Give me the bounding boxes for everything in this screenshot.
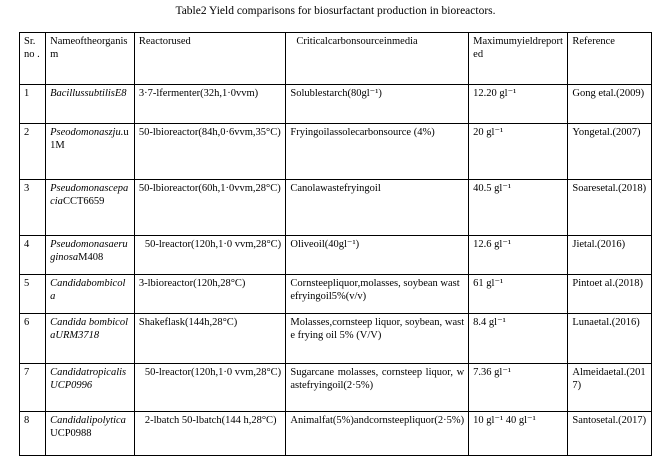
cell-reactor: 3·7-lfermenter(32h,1·0vvm)	[134, 85, 285, 124]
cell-organism	[46, 180, 135, 236]
cell-carbon: Canolawastefryingoil	[286, 180, 469, 236]
cell-sr: 4	[20, 236, 46, 275]
cell-carbon: Sugarcane molasses, cornsteep liquor, wastefryingoil(2·5%)	[286, 364, 469, 412]
cell-carbon: Fryingoilassolecarbonsource (4%)	[286, 124, 469, 180]
header-max-yield: Maximumyieldreported	[469, 33, 568, 85]
cell-reactor: 50-lbioreactor(60h,1·0vvm,28°C)	[134, 180, 285, 236]
cell-sr: 5	[20, 275, 46, 314]
cell-yield: 12.20 gl⁻¹	[469, 85, 568, 124]
cell-yield: 10 gl⁻¹ 40 gl⁻¹	[469, 412, 568, 456]
cell-sr: 1	[20, 85, 46, 124]
table-row	[20, 275, 652, 314]
organism-italic: Candidatropicalis UCP0996	[50, 367, 127, 391]
cell-organism	[46, 236, 135, 275]
cell-organism	[46, 364, 135, 412]
cell-organism	[46, 412, 135, 456]
cell-carbon: Oliveoil(40gl⁻¹)	[286, 236, 469, 275]
organism-italic: Candida bombicolaURM3718	[50, 317, 128, 341]
table-row	[20, 85, 652, 124]
organism-rest: u1M	[50, 127, 129, 151]
organism-rest: M408	[78, 252, 104, 263]
cell-reference: Pintoet al.(2018)	[568, 275, 652, 314]
organism-italic: BacillussubtilisE8	[50, 88, 127, 99]
cell-reference: Santosetal.(2017)	[568, 412, 652, 456]
table-row	[20, 124, 652, 180]
organism-rest: UCP0988	[50, 428, 92, 439]
header-sr-no: Sr. no .	[20, 33, 46, 85]
organism-italic: Candidabombicola	[50, 278, 126, 302]
cell-yield: 7.36 gl⁻¹	[469, 364, 568, 412]
yield-comparison-table	[19, 32, 652, 456]
cell-organism	[46, 85, 135, 124]
header-reactor: Reactorused	[134, 33, 285, 85]
cell-carbon: Molasses,cornsteep liquor, soybean, waste frying oil 5% (V/V)	[286, 314, 469, 364]
cell-reactor: Shakeflask(144h,28°C)	[134, 314, 285, 364]
organism-rest: CCT6659	[62, 196, 105, 207]
cell-reactor: 50-lreactor(120h,1·0 vvm,28°C)	[134, 236, 285, 275]
cell-yield: 8.4 gl⁻¹	[469, 314, 568, 364]
cell-yield: 20 gl⁻¹	[469, 124, 568, 180]
table-row	[20, 314, 652, 364]
cell-carbon: Solublestarch(80gl⁻¹)	[286, 85, 469, 124]
cell-reference: Jietal.(2016)	[568, 236, 652, 275]
table-row	[20, 364, 652, 412]
organism-italic: Candidalipolytica	[50, 415, 126, 426]
header-reference: Reference	[568, 33, 652, 85]
cell-reference: Lunaetal.(2016)	[568, 314, 652, 364]
cell-reactor: 50-lbioreactor(84h,0·6vvm,35°C)	[134, 124, 285, 180]
cell-reference: Almeidaetal.(2017)	[568, 364, 652, 412]
table-header-row	[20, 33, 652, 85]
cell-reactor: 3-lbioreactor(120h,28°C)	[134, 275, 285, 314]
cell-sr: 2	[20, 124, 46, 180]
cell-carbon: Animalfat(5%)andcornsteepliquor(2·5%)	[286, 412, 469, 456]
header-carbon-source: Criticalcarbonsourceinmedia	[286, 33, 469, 85]
cell-sr: 8	[20, 412, 46, 456]
organism-italic: Pseodomonaszju.	[50, 127, 124, 138]
cell-organism	[46, 275, 135, 314]
header-organism: Nameoftheorganism	[46, 33, 135, 85]
cell-reactor: 2-lbatch 50-lbatch(144 h,28°C)	[134, 412, 285, 456]
cell-reference: Soaresetal.(2018)	[568, 180, 652, 236]
cell-yield: 61 gl⁻¹	[469, 275, 568, 314]
table-row	[20, 412, 652, 456]
cell-reference: Yongetal.(2007)	[568, 124, 652, 180]
cell-sr: 7	[20, 364, 46, 412]
cell-organism	[46, 124, 135, 180]
organism-italic: Pseudomonasaeruginosa	[50, 239, 128, 263]
cell-carbon: Cornsteepliquor,molasses, soybean wastefryingoil5%(v/v)	[286, 275, 469, 314]
cell-yield: 12.6 gl⁻¹	[469, 236, 568, 275]
organism-italic: Pseudomonascepacia	[50, 183, 129, 207]
cell-reactor: 50-lreactor(120h,1·0 vvm,28°C)	[134, 364, 285, 412]
table-row	[20, 180, 652, 236]
table-row	[20, 236, 652, 275]
cell-yield: 40.5 gl⁻¹	[469, 180, 568, 236]
table-caption: Table2 Yield comparisons for biosurfactant production in bioreactors.	[175, 5, 496, 17]
cell-sr: 6	[20, 314, 46, 364]
cell-organism	[46, 314, 135, 364]
cell-sr: 3	[20, 180, 46, 236]
cell-reference: Gong etal.(2009)	[568, 85, 652, 124]
